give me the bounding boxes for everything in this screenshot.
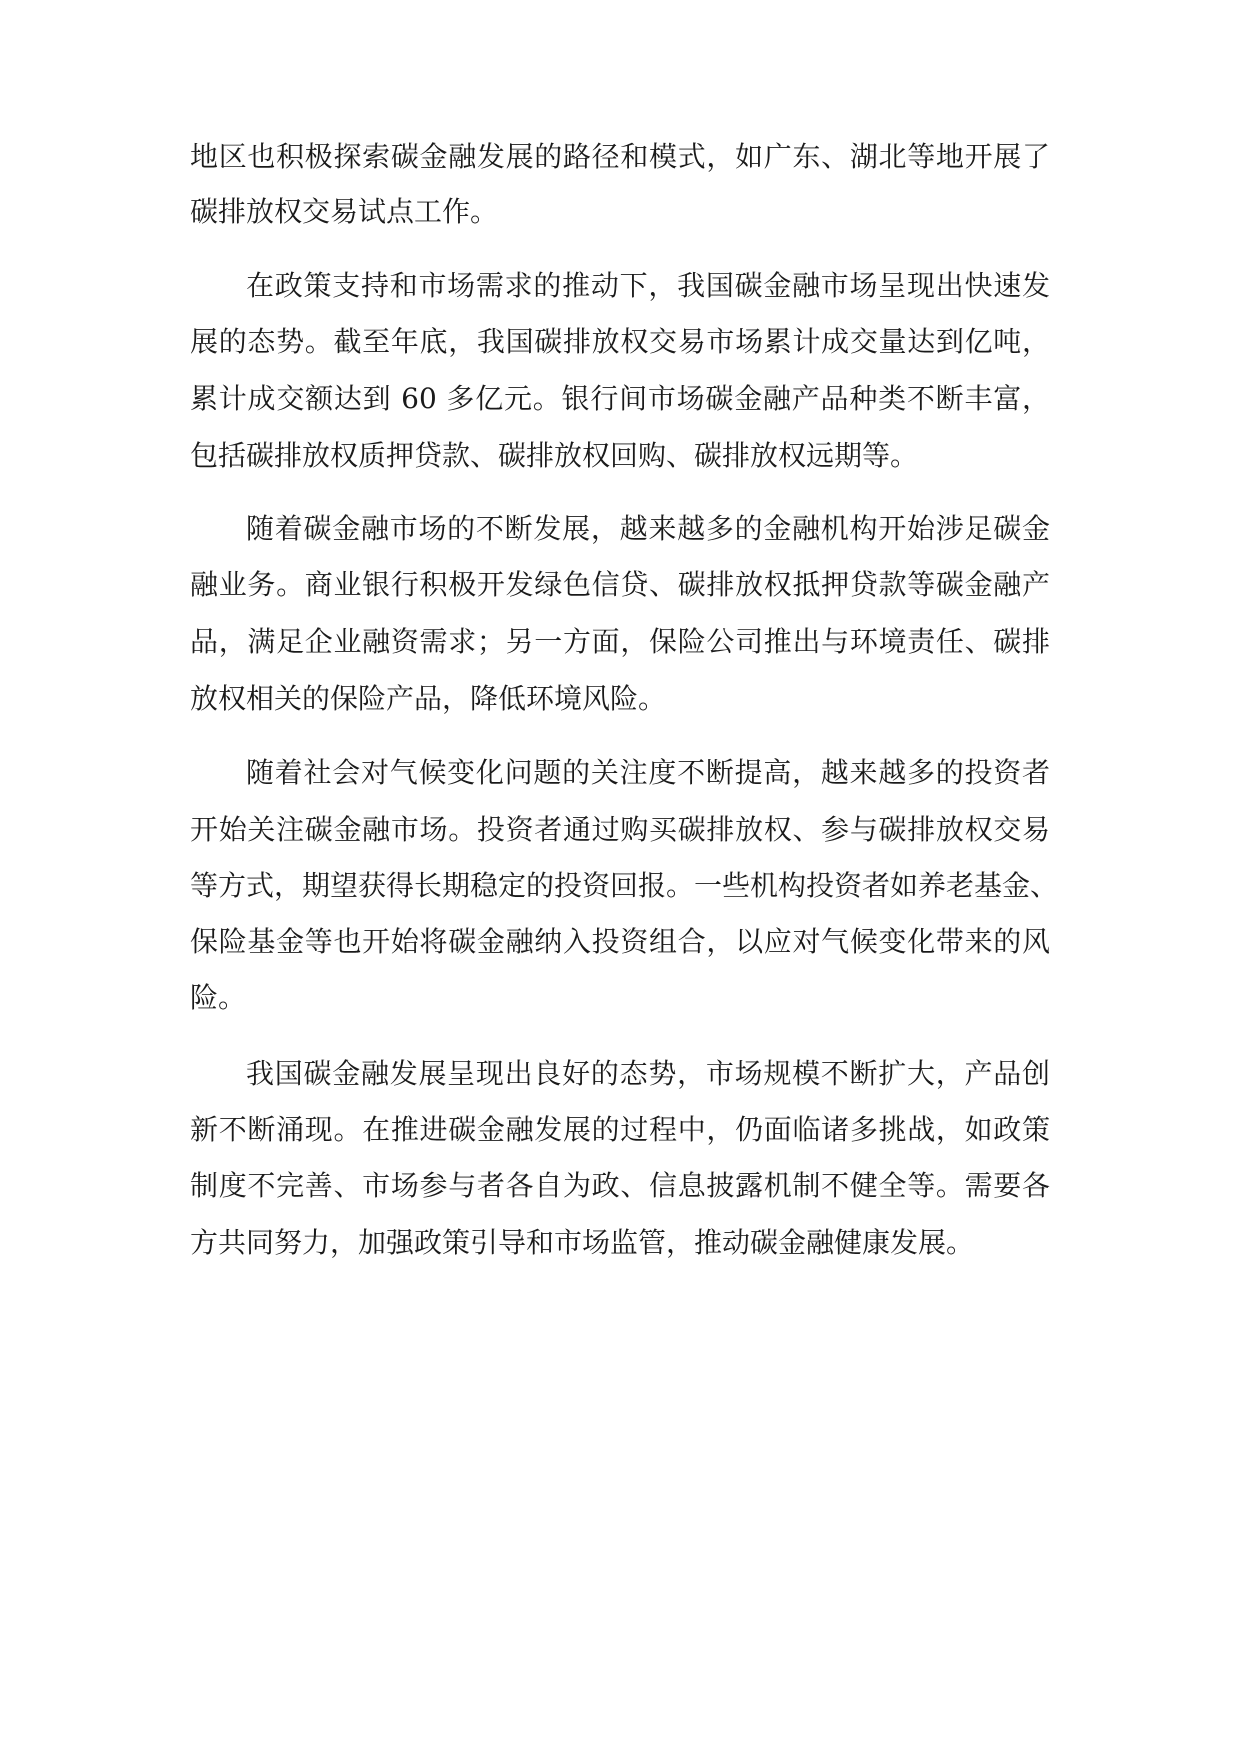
- text-line: 累计成交额达到 60 多亿元。银行间市场碳金融产品种类不断丰富，: [190, 382, 1050, 415]
- text-line: 品，满足企业融资需求；另一方面，保险公司推出与环境责任、碳排: [190, 625, 1050, 658]
- text-line: 保险基金等也开始将碳金融纳入投资组合，以应对气候变化带来的风: [190, 925, 1050, 958]
- text-line: 新不断涌现。在推进碳金融发展的过程中，仍面临诸多挑战，如政策: [190, 1113, 1050, 1146]
- text-line: 开始关注碳金融市场。投资者通过购买碳排放权、参与碳排放权交易: [190, 813, 1050, 846]
- text-line: 展的态势。截至年底，我国碳排放权交易市场累计成交量达到亿吨，: [190, 325, 1050, 358]
- paragraph-first-line: 在政策支持和市场需求的推动下，我国碳金融市场呈现出快速发: [246, 269, 1050, 302]
- paragraph-first-line: 我国碳金融发展呈现出良好的态势，市场规模不断扩大，产品创: [246, 1057, 1050, 1090]
- text-line: 等方式，期望获得长期稳定的投资回报。一些机构投资者如养老基金、: [190, 869, 1059, 902]
- text-line: 方共同努力，加强政策引导和市场监管，推动碳金融健康发展。: [190, 1226, 975, 1259]
- text-line: 碳排放权交易试点工作。: [190, 195, 499, 228]
- text-line: 制度不完善、市场参与者各自为政、信息披露机制不健全等。需要各: [190, 1169, 1050, 1202]
- text-line: 放权相关的保险产品，降低环境风险。: [190, 682, 667, 715]
- paragraph-first-line: 随着社会对气候变化问题的关注度不断提高，越来越多的投资者: [246, 756, 1050, 789]
- text-line: 包括碳排放权质押贷款、碳排放权回购、碳排放权远期等。: [190, 439, 919, 472]
- text-line: 融业务。商业银行积极开发绿色信贷、碳排放权抵押贷款等碳金融产: [190, 568, 1050, 601]
- text-line: 险。: [190, 981, 247, 1014]
- paragraph-first-line: 随着碳金融市场的不断发展，越来越多的金融机构开始涉足碳金: [246, 512, 1050, 545]
- text-line: 地区也积极探索碳金融发展的路径和模式，如广东、湖北等地开展了: [190, 140, 1050, 173]
